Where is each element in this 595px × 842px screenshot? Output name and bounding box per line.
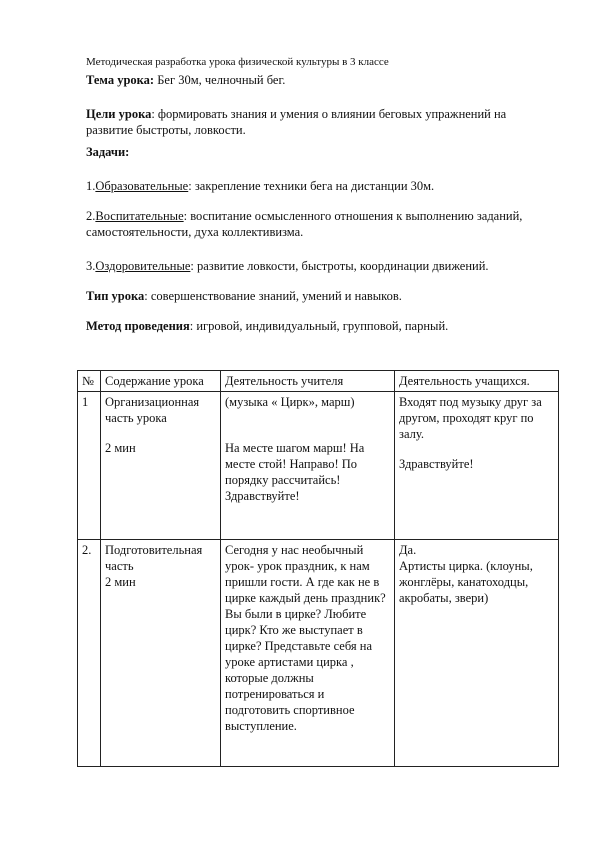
lesson-goals bbox=[86, 106, 556, 138]
table-row bbox=[78, 392, 559, 540]
student-activity-text: Артисты цирка. (клоуны, жонглёры, канатоходцы, акробаты, звери) bbox=[399, 559, 533, 605]
document-subtitle: Методическая разработка урока физической культуры в 3 классе bbox=[86, 56, 389, 68]
teacher-activity-cell bbox=[221, 540, 395, 767]
column-header: Деятельность учащихся. bbox=[395, 371, 559, 392]
tasks-label: Задачи: bbox=[86, 145, 130, 159]
task-item-health: 3.Оздоровительные: развитие ловкости, быстроты, координации движений. bbox=[86, 259, 489, 273]
column-header: Деятельность учителя bbox=[221, 371, 395, 392]
lesson-part-name: Подготовительная часть bbox=[105, 543, 203, 573]
topic-label: Тема урока: bbox=[86, 73, 155, 87]
lesson-topic bbox=[86, 72, 285, 88]
method-label: Метод проведения bbox=[86, 319, 190, 333]
table-row bbox=[78, 540, 559, 767]
lesson-part-time: 2 мин bbox=[105, 575, 136, 589]
row-number: 2. bbox=[78, 540, 101, 767]
student-activity-cell bbox=[395, 392, 559, 540]
task-item-upbringing: 2.Воспитательные: воспитание осмысленного отношения к выполнению заданий, самостоятельности, духа коллективизма. bbox=[86, 209, 523, 239]
lesson-type: Тип урока: совершенствование знаний, умений и навыков. bbox=[86, 289, 402, 303]
student-activity-greeting: Здравствуйте! bbox=[399, 457, 474, 471]
column-header: № bbox=[78, 371, 101, 392]
teacher-activity-note: (музыка « Цирк», марш) bbox=[225, 395, 355, 409]
lesson-part-time: 2 мин bbox=[105, 441, 136, 455]
column-header: Содержание урока bbox=[101, 371, 221, 392]
lesson-part-name: Организационная часть урока bbox=[105, 395, 200, 425]
lesson-method: Метод проведения: игровой, индивидуальный, групповой, парный. bbox=[86, 319, 449, 333]
table-header-row bbox=[78, 371, 559, 392]
lesson-type-label: Тип урока bbox=[86, 289, 145, 303]
lesson-part-cell bbox=[101, 392, 221, 540]
teacher-activity-text: Сегодня у нас необычный урок- урок праздник, к нам пришли гости. А где как не в цирке каждый день праздник? Вы были в цирке? Любите цирк? Кто же выступает в цирке? Представьте себя на уроке артистами цирка , которые должны потренироваться и подготовить спортивное выступление. bbox=[225, 543, 386, 733]
goals-label: Цели урока bbox=[86, 107, 152, 121]
student-activity-text: Входят под музыку друг за другом, проходят круг по залу. bbox=[399, 395, 542, 441]
task-label: Воспитательные bbox=[95, 209, 184, 223]
student-activity-answer: Да. bbox=[399, 543, 417, 557]
lesson-part-cell bbox=[101, 540, 221, 767]
teacher-activity-text: На месте шагом марш! На месте стой! Направо! По порядку рассчитайсь! Здравствуйте! bbox=[225, 441, 365, 503]
goals-text: : формировать знания и умения о влиянии беговых упражнений на развитие быстроты, ловкости. bbox=[86, 107, 507, 137]
task-item-educational: 1.Образовательные: закрепление техники бега на дистанции 30м. bbox=[86, 179, 435, 193]
teacher-activity-cell bbox=[221, 392, 395, 540]
task-label: Оздоровительные bbox=[95, 259, 191, 273]
student-activity-cell bbox=[395, 540, 559, 767]
topic-value: Бег 30м, челночный бег. bbox=[154, 73, 286, 87]
task-label: Образовательные bbox=[95, 179, 189, 193]
lesson-plan-table bbox=[77, 370, 559, 767]
row-number: 1 bbox=[78, 392, 101, 540]
